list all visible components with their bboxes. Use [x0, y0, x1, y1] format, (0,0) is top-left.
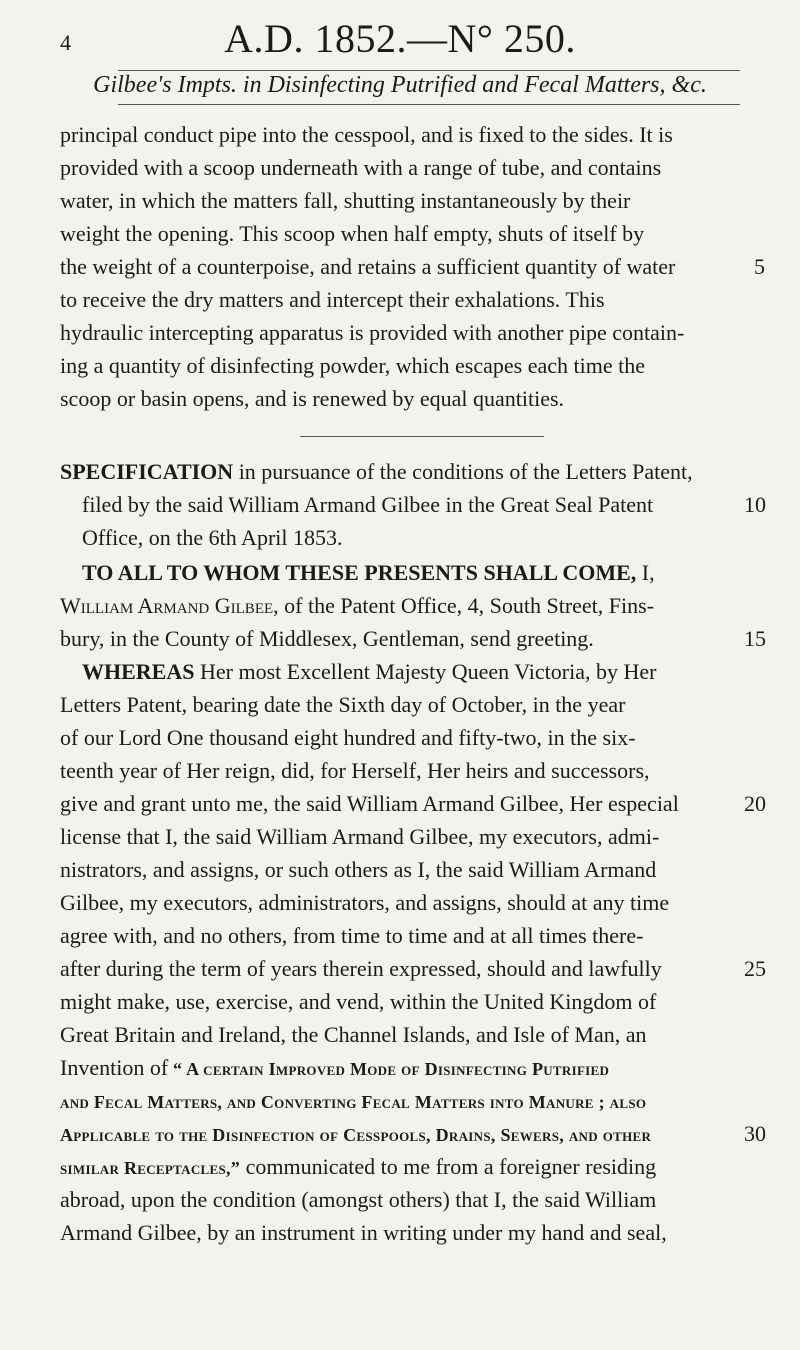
body-line: scoop or basin opens, and is renewed by equal quantities. — [60, 386, 565, 411]
margin-line-number: 25 — [744, 956, 766, 981]
whereas-word: WHEREAS — [82, 659, 195, 684]
body-line: license that I, the said William Armand Gilbee, my executors, admi- — [60, 824, 660, 849]
body-line: Armand Gilbee, by an instrument in writing under my hand and seal, — [60, 1220, 667, 1245]
whereas-line: WHEREAS Her most Excellent Majesty Queen Victoria, by Her — [82, 659, 657, 684]
body-line: of our Lord One thousand eight hundred and fifty-two, in the six- — [60, 725, 636, 750]
body-line: agree with, and no others, from time to time and at all times there- — [60, 923, 644, 948]
header-rule-bottom — [118, 104, 740, 105]
body-line: Office, on the 6th April 1853. — [82, 525, 343, 550]
body-line: give and grant unto me, the said William Armand Gilbee, Her especial — [60, 791, 679, 816]
body-line: to receive the dry matters and intercept their exhalations. This — [60, 287, 605, 312]
body-line: nistrators, and assigns, or such others as I, the said William Armand — [60, 857, 657, 882]
body-line: filed by the said William Armand Gilbee in the Great Seal Patent — [82, 492, 654, 517]
margin-line-number: 20 — [744, 791, 766, 816]
body-line: principal conduct pipe into the cesspool, and is fixed to the sides. It is — [60, 122, 673, 147]
body-line: Letters Patent, bearing date the Sixth day of October, in the year — [60, 692, 626, 717]
body-line: might make, use, exercise, and vend, within the United Kingdom of — [60, 989, 657, 1014]
body-line: provided with a scoop underneath with a range of tube, and contains — [60, 155, 662, 180]
margin-line-number: 10 — [744, 492, 766, 517]
body-line: after during the term of years therein expressed, should and lawfully — [60, 956, 662, 981]
margin-line-number: 30 — [744, 1121, 766, 1146]
invention-line-1: Invention of “ A certain Improved Mode of Disinfecting Putrified — [60, 1055, 610, 1080]
specification-heading: SPECIFICATION — [60, 459, 234, 484]
specification-line: SPECIFICATION in pursuance of the conditions of the Letters Patent, — [60, 459, 693, 484]
body-line: water, in which the matters fall, shutting instantaneously by their — [60, 188, 631, 213]
body-line: abroad, upon the condition (amongst others) that I, the said William — [60, 1187, 657, 1212]
invention-line-4: similar Receptacles,” communicated to me from a foreigner residing — [60, 1154, 657, 1179]
body-line: bury, in the County of Middlesex, Gentleman, send greeting. — [60, 626, 594, 651]
body-line: hydraulic intercepting apparatus is provided with another pipe contain- — [60, 320, 685, 345]
margin-line-number: 5 — [754, 254, 765, 279]
address-name-line: William Armand Gilbee, of the Patent Office, 4, South Street, Fins- — [60, 593, 655, 618]
body-line: the weight of a counterpoise, and retains a sufficient quantity of water — [60, 254, 676, 279]
invention-line-2: and Fecal Matters, and Converting Fecal Matters into Manure ; also — [60, 1092, 647, 1112]
patentee-name: William Armand Gilbee, — [60, 593, 279, 618]
body-line: teenth year of Her reign, did, for Herself, Her heirs and successors, — [60, 758, 650, 783]
invention-line-3: Applicable to the Disinfection of Cesspools, Drains, Sewers, and other — [60, 1125, 652, 1145]
body-line: Gilbee, my executors, administrators, and assigns, should at any time — [60, 890, 670, 915]
address-heading: TO ALL TO WHOM THESE PRESENTS SHALL COME, — [82, 560, 637, 585]
body-line: Great Britain and Ireland, the Channel Islands, and Isle of Man, an — [60, 1022, 647, 1047]
address-heading-line: TO ALL TO WHOM THESE PRESENTS SHALL COME, I, — [82, 560, 655, 585]
page-number: 4 — [60, 30, 71, 55]
running-title: A.D. 1852.—N° 250. — [224, 16, 576, 61]
header-rule-top — [118, 70, 740, 71]
margin-line-number: 15 — [744, 626, 766, 651]
body-line: weight the opening. This scoop when half empty, shuts of itself by — [60, 221, 645, 246]
body-line: ing a quantity of disinfecting powder, which escapes each time the — [60, 353, 645, 378]
invention-title: “ A certain Improved Mode of Disinfecting Putrified — [168, 1059, 610, 1079]
running-subtitle: Gilbee's Impts. in Disinfecting Putrified and Fecal Matters, &c. — [93, 72, 707, 98]
section-divider — [300, 436, 544, 437]
